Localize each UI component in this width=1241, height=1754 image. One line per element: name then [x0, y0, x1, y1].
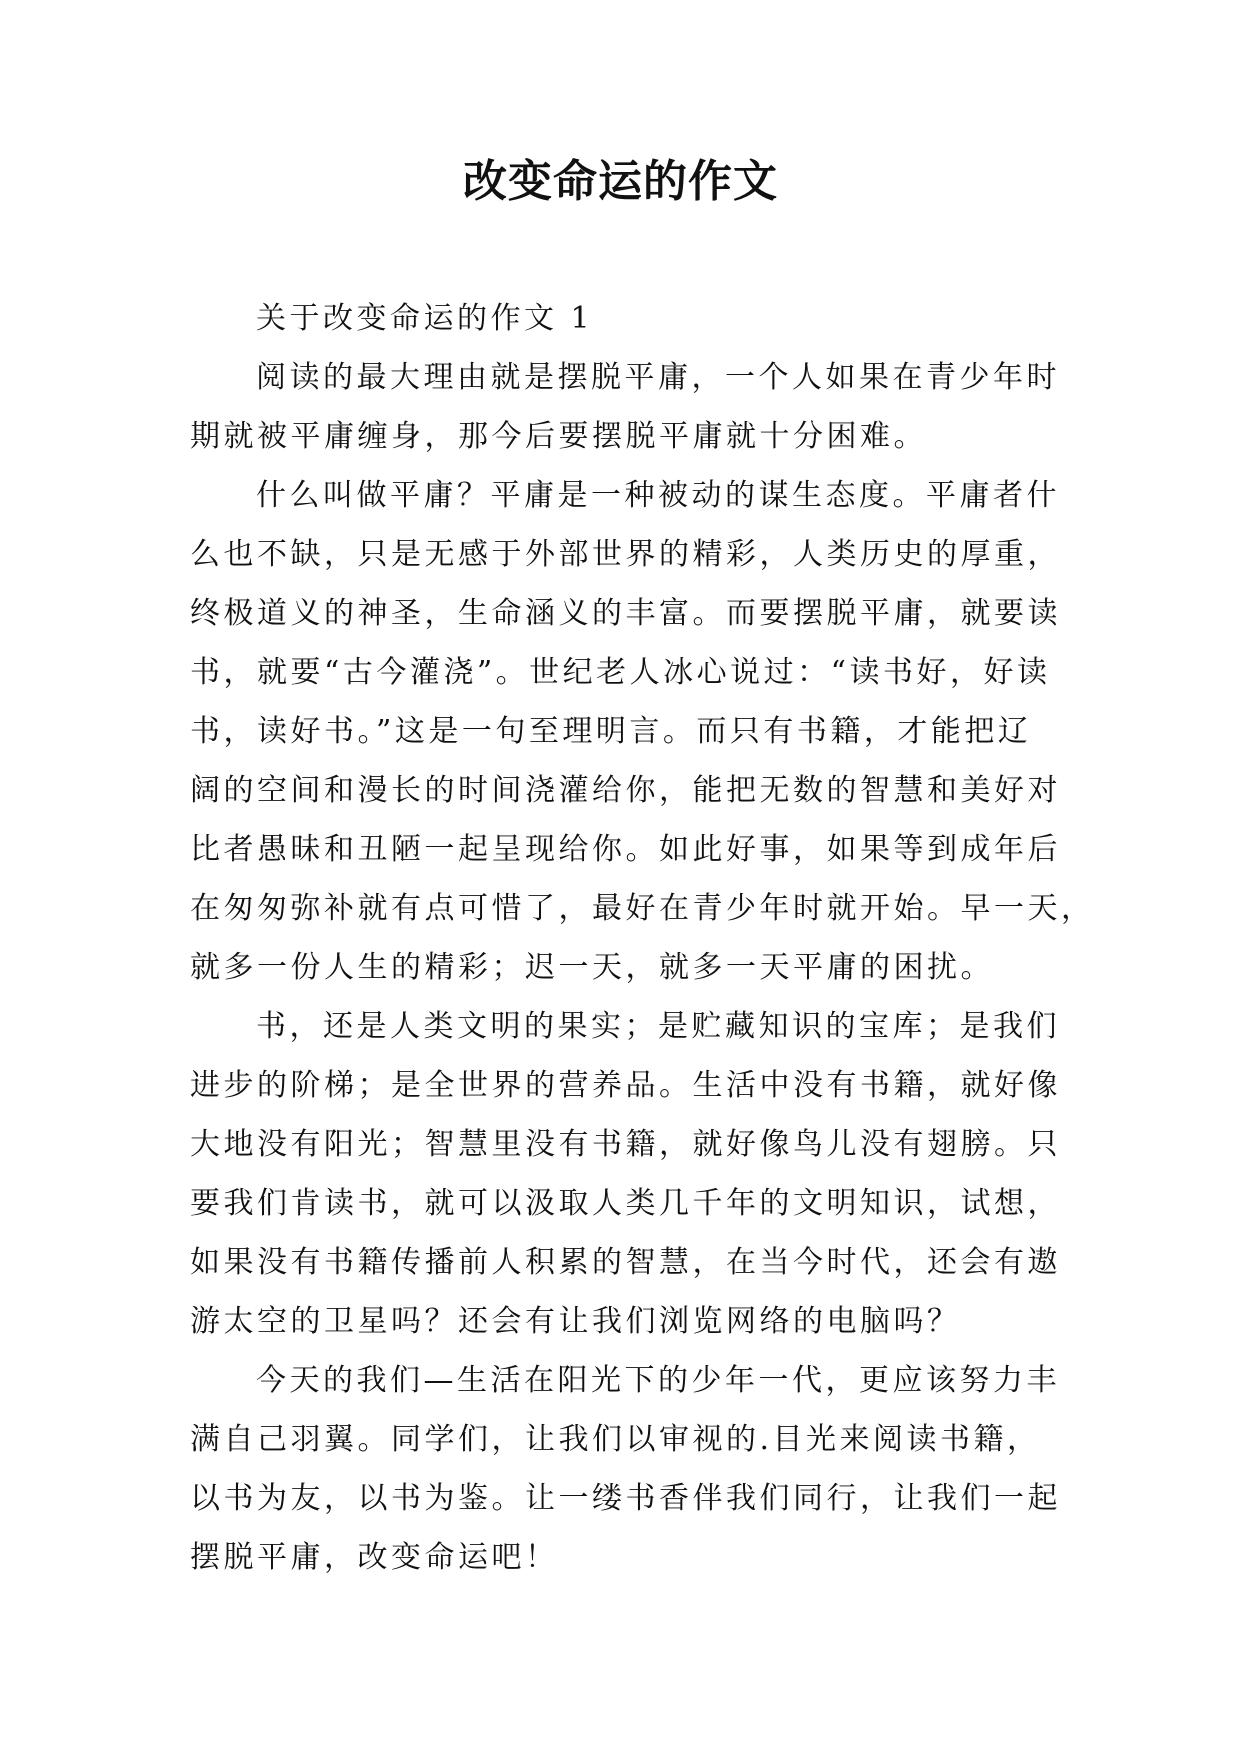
paragraph-4-line-4: 摆脱平庸，改变命运吧！	[190, 1540, 559, 1575]
paragraph-2-line-8: 在匆匆弥补就有点可惜了，最好在青少年时就开始。早一天，	[190, 891, 1095, 926]
paragraph-2-line-1: 什么叫做平庸？平庸是一种被动的谋生态度。平庸者什	[256, 478, 1060, 513]
document-title: 改变命运的作文	[463, 156, 778, 207]
document-body	[190, 289, 1095, 1587]
paragraph-2-line-2: 么也不缺，只是无感于外部世界的精彩，人类历史的厚重，	[190, 537, 1061, 572]
paragraph-2-line-9: 就多一份人生的精彩；迟一天，就多一天平庸的困扰。	[190, 950, 994, 985]
paragraph-2-line-7: 比者愚昧和丑陋一起呈现给你。如此好事，如果等到成年后	[190, 832, 1061, 867]
paragraph-4-line-1: 今天的我们—生活在阳光下的少年一代，更应该努力丰	[256, 1363, 1060, 1398]
paragraph-4-line-3: 以书为友，以书为鉴。让一缕书香伴我们同行，让我们一起	[190, 1481, 1061, 1516]
paragraph-4-line-2: 满自己羽翼。同学们，让我们以审视的.目光来阅读书籍，	[190, 1422, 1041, 1457]
paragraph-1-line-2: 期就被平庸缠身，那今后要摆脱平庸就十分困难。	[190, 419, 927, 454]
paragraph-3-line-1: 书，还是人类文明的果实；是贮藏知识的宝库；是我们	[256, 1009, 1060, 1044]
paragraph-1-line-1: 阅读的最大理由就是摆脱平庸，一个人如果在青少年时	[256, 360, 1060, 395]
paragraph-3-line-4: 要我们肯读书，就可以汲取人类几千年的文明知识，试想，	[190, 1186, 1061, 1221]
paragraph-3-line-6: 游太空的卫星吗？还会有让我们浏览网络的电脑吗？	[190, 1304, 961, 1339]
paragraph-3-line-5: 如果没有书籍传播前人积累的智慧，在当今时代，还会有遨	[190, 1245, 1061, 1280]
paragraph-3-line-2: 进步的阶梯；是全世界的营养品。生活中没有书籍，就好像	[190, 1068, 1061, 1103]
paragraph-3-line-3: 大地没有阳光；智慧里没有书籍，就好像鸟儿没有翅膀。只	[190, 1127, 1061, 1162]
paragraph-2-line-3: 终极道义的神圣，生命涵义的丰富。而要摆脱平庸，就要读	[190, 596, 1061, 631]
essay-heading: 关于改变命运的作文 1	[256, 301, 594, 336]
paragraph-2-line-6: 阔的空间和漫长的时间浇灌给你，能把无数的智慧和美好对	[190, 773, 1061, 808]
paragraph-2-line-5: 书，读好书。”这是一句至理明言。而只有书籍，才能把辽	[190, 714, 1032, 749]
paragraph-2-line-4: 书，就要“古今灌浇”。世纪老人冰心说过：“读书好，好读	[190, 655, 1051, 690]
